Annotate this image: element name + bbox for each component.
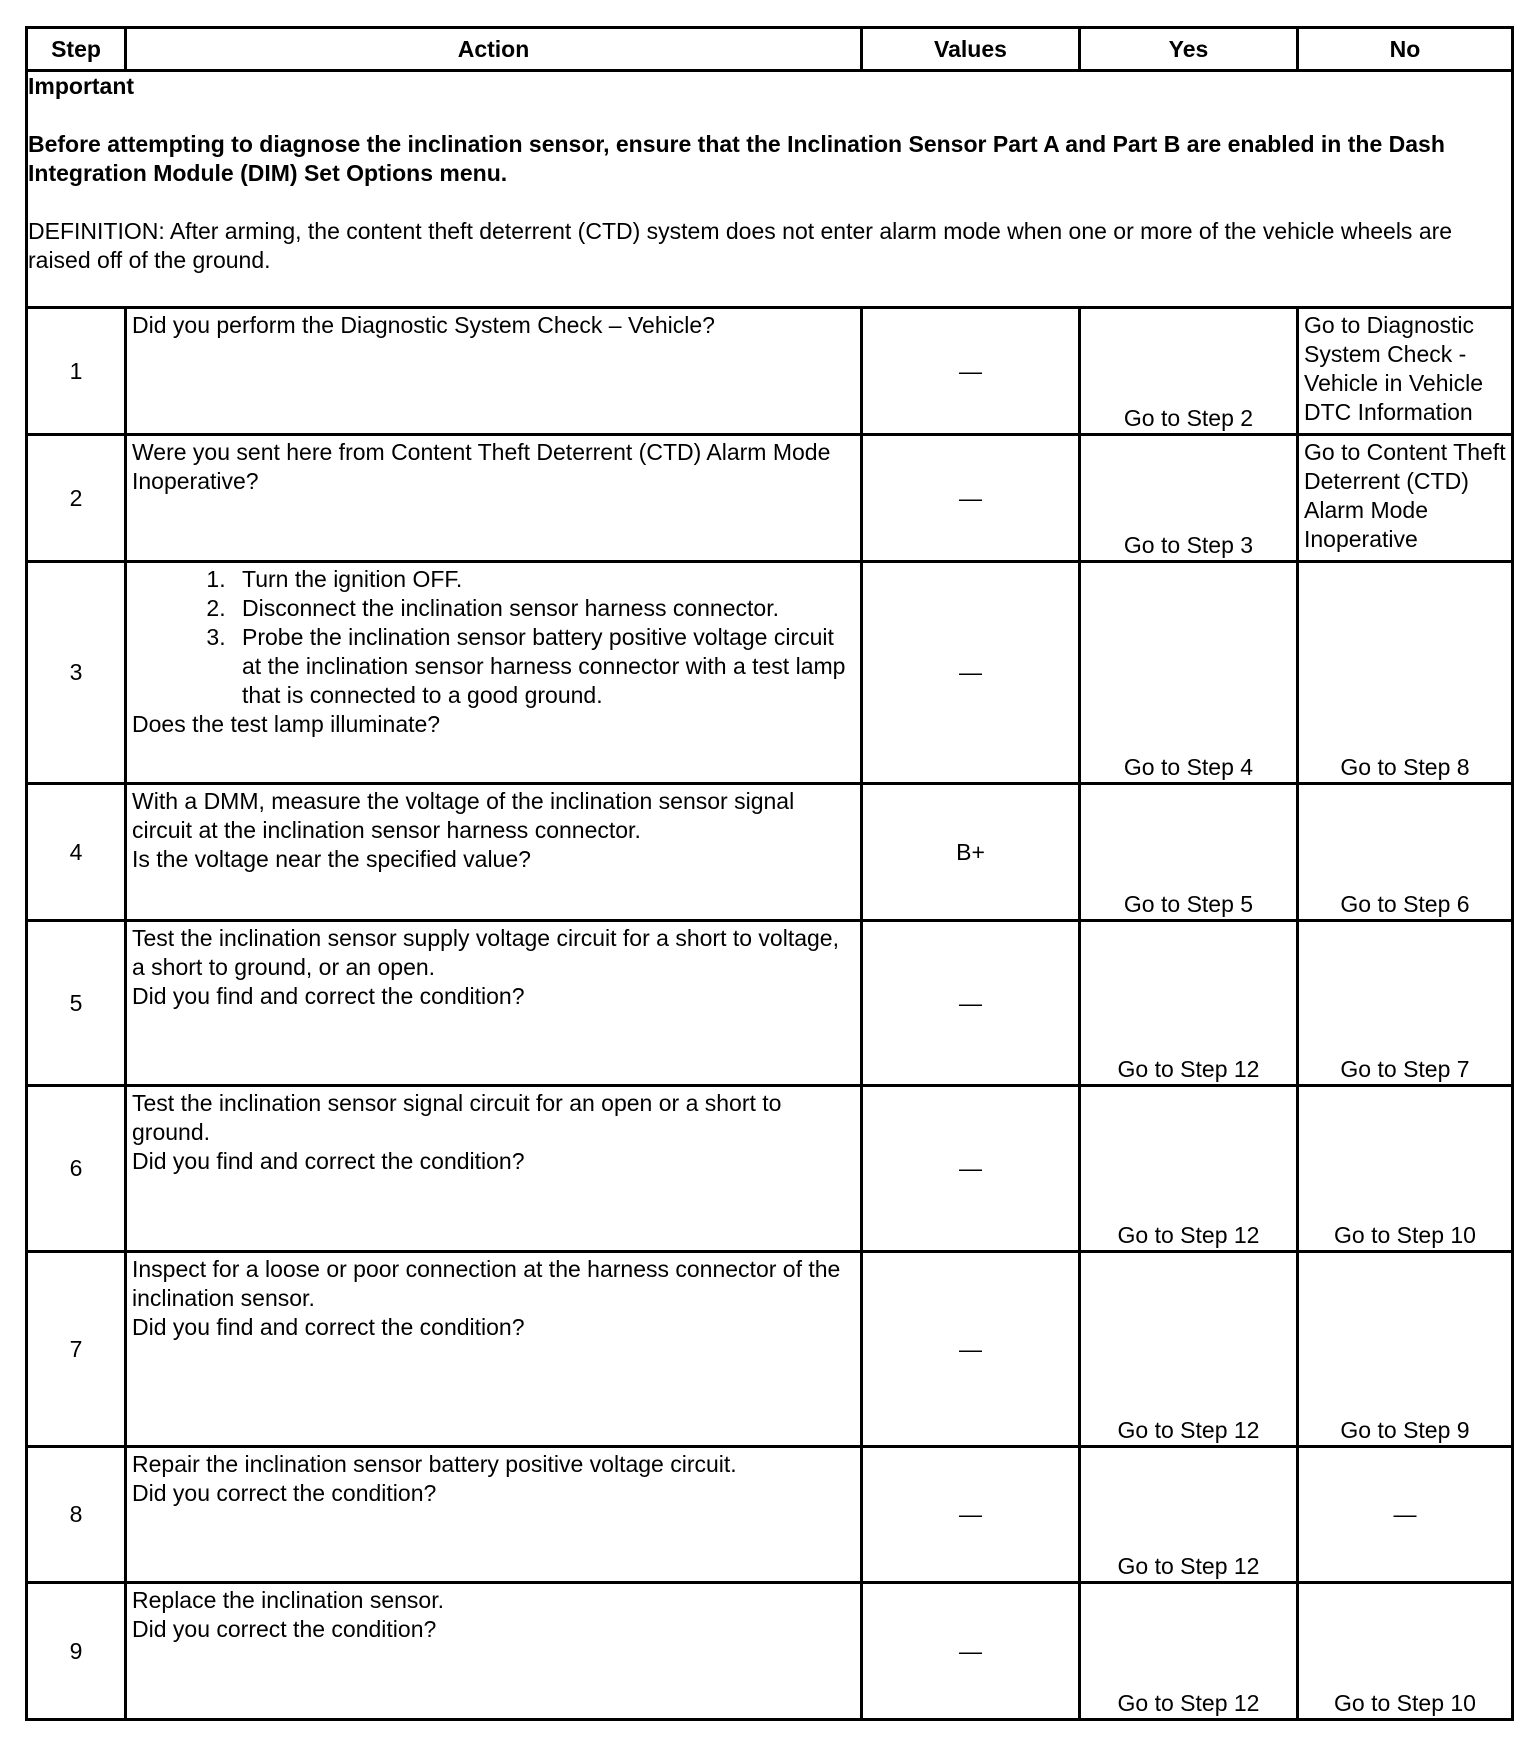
action-cell [126, 921, 862, 1086]
no-cell: Go to Step 7 [1298, 921, 1513, 1086]
step-number: 2 [27, 435, 126, 562]
header-row [27, 28, 1513, 71]
yes-cell: Go to Step 12 [1080, 921, 1298, 1086]
header-action: Action [126, 28, 862, 71]
step-number: 9 [27, 1583, 126, 1720]
no-cell: Go to Diagnostic System Check - Vehicle in Vehicle DTC Information [1298, 308, 1513, 435]
table-row [27, 562, 1513, 784]
value-cell: — [862, 562, 1080, 784]
action-text: Were you sent here from Content Theft Deterrent (CTD) Alarm Mode Inoperative? [132, 439, 831, 494]
action-text: Replace the inclination sensor. [132, 1587, 444, 1613]
yes-cell: Go to Step 2 [1080, 308, 1298, 435]
action-question: Did you find and correct the condition? [132, 983, 525, 1009]
action-question: Is the voltage near the specified value? [132, 846, 531, 872]
yes-cell: Go to Step 12 [1080, 1086, 1298, 1252]
header-yes: Yes [1080, 28, 1298, 71]
important-label: Important [28, 73, 135, 99]
table-row [27, 784, 1513, 921]
definition-text: DEFINITION: After arming, the content theft deterrent (CTD) system does not enter alarm mode when one or more of the vehicle wheels are raised off of the ground. [28, 218, 1453, 273]
action-text: Inspect for a loose or poor connection at the harness connector of the inclination sensor. [132, 1256, 841, 1311]
yes-cell: Go to Step 4 [1080, 562, 1298, 784]
value-cell: — [862, 308, 1080, 435]
no-cell: Go to Content Theft Deterrent (CTD) Alarm Mode Inoperative [1298, 435, 1513, 562]
action-cell [126, 784, 862, 921]
no-cell: Go to Step 10 [1298, 1086, 1513, 1252]
action-cell [126, 1583, 862, 1720]
step-number: 1 [27, 308, 126, 435]
action-question: Did you correct the condition? [132, 1480, 437, 1506]
yes-cell: Go to Step 12 [1080, 1252, 1298, 1447]
action-question: Did you find and correct the condition? [132, 1314, 525, 1340]
value-cell: — [862, 1252, 1080, 1447]
important-warning: Before attempting to diagnose the inclination sensor, ensure that the Inclination Sensor Part A and Part B are enabled in the Dash Integration Module (DIM) Set Options menu. [28, 131, 1445, 186]
yes-cell: Go to Step 12 [1080, 1447, 1298, 1583]
step-number: 3 [27, 562, 126, 784]
action-question: Did you find and correct the condition? [132, 1148, 525, 1174]
value-cell: — [862, 1086, 1080, 1252]
table-row [27, 1583, 1513, 1720]
no-cell: Go to Step 9 [1298, 1252, 1513, 1447]
action-text: With a DMM, measure the voltage of the inclination sensor signal circuit at the inclination sensor harness connector. [132, 788, 795, 843]
action-text: Test the inclination sensor signal circuit for an open or a short to ground. [132, 1090, 782, 1145]
step-number: 4 [27, 784, 126, 921]
yes-cell: Go to Step 5 [1080, 784, 1298, 921]
header-values: Values [862, 28, 1080, 71]
substep-item: 1. Turn the ignition OFF. [232, 565, 854, 594]
note-cell [27, 71, 1513, 308]
action-cell [126, 1252, 862, 1447]
value-cell: — [862, 1447, 1080, 1583]
table-row [27, 1447, 1513, 1583]
step-number: 5 [27, 921, 126, 1086]
action-text: Did you perform the Diagnostic System Check – Vehicle? [132, 312, 715, 338]
no-cell: Go to Step 10 [1298, 1583, 1513, 1720]
table-row [27, 1086, 1513, 1252]
action-question: Does the test lamp illuminate? [132, 711, 441, 737]
step-number: 8 [27, 1447, 126, 1583]
yes-cell: Go to Step 12 [1080, 1583, 1298, 1720]
action-cell [126, 1447, 862, 1583]
substep-list [132, 565, 854, 710]
action-text: Repair the inclination sensor battery positive voltage circuit. [132, 1451, 737, 1477]
action-cell [126, 435, 862, 562]
no-cell: — [1298, 1447, 1513, 1583]
action-cell [126, 1086, 862, 1252]
table-row [27, 435, 1513, 562]
action-cell [126, 308, 862, 435]
substep-item: 3. Probe the inclination sensor battery positive voltage circuit at the inclination sensor harness connector with a test lamp that is connected to a good ground. [232, 623, 854, 710]
action-question: Did you correct the condition? [132, 1616, 437, 1642]
no-cell: Go to Step 6 [1298, 784, 1513, 921]
table-row [27, 1252, 1513, 1447]
note-row [27, 71, 1513, 308]
no-cell: Go to Step 8 [1298, 562, 1513, 784]
table-row [27, 921, 1513, 1086]
value-cell: — [862, 921, 1080, 1086]
step-number: 7 [27, 1252, 126, 1447]
action-cell [126, 562, 862, 784]
value-cell: — [862, 1583, 1080, 1720]
diagnostic-table [25, 26, 1514, 1721]
action-text: Test the inclination sensor supply voltage circuit for a short to voltage, a short to ground, or an open. [132, 925, 839, 980]
value-cell: — [862, 435, 1080, 562]
step-number: 6 [27, 1086, 126, 1252]
header-no: No [1298, 28, 1513, 71]
yes-cell: Go to Step 3 [1080, 435, 1298, 562]
table-row [27, 308, 1513, 435]
substep-item: 2. Disconnect the inclination sensor harness connector. [232, 594, 854, 623]
value-cell: B+ [862, 784, 1080, 921]
header-step: Step [27, 28, 126, 71]
